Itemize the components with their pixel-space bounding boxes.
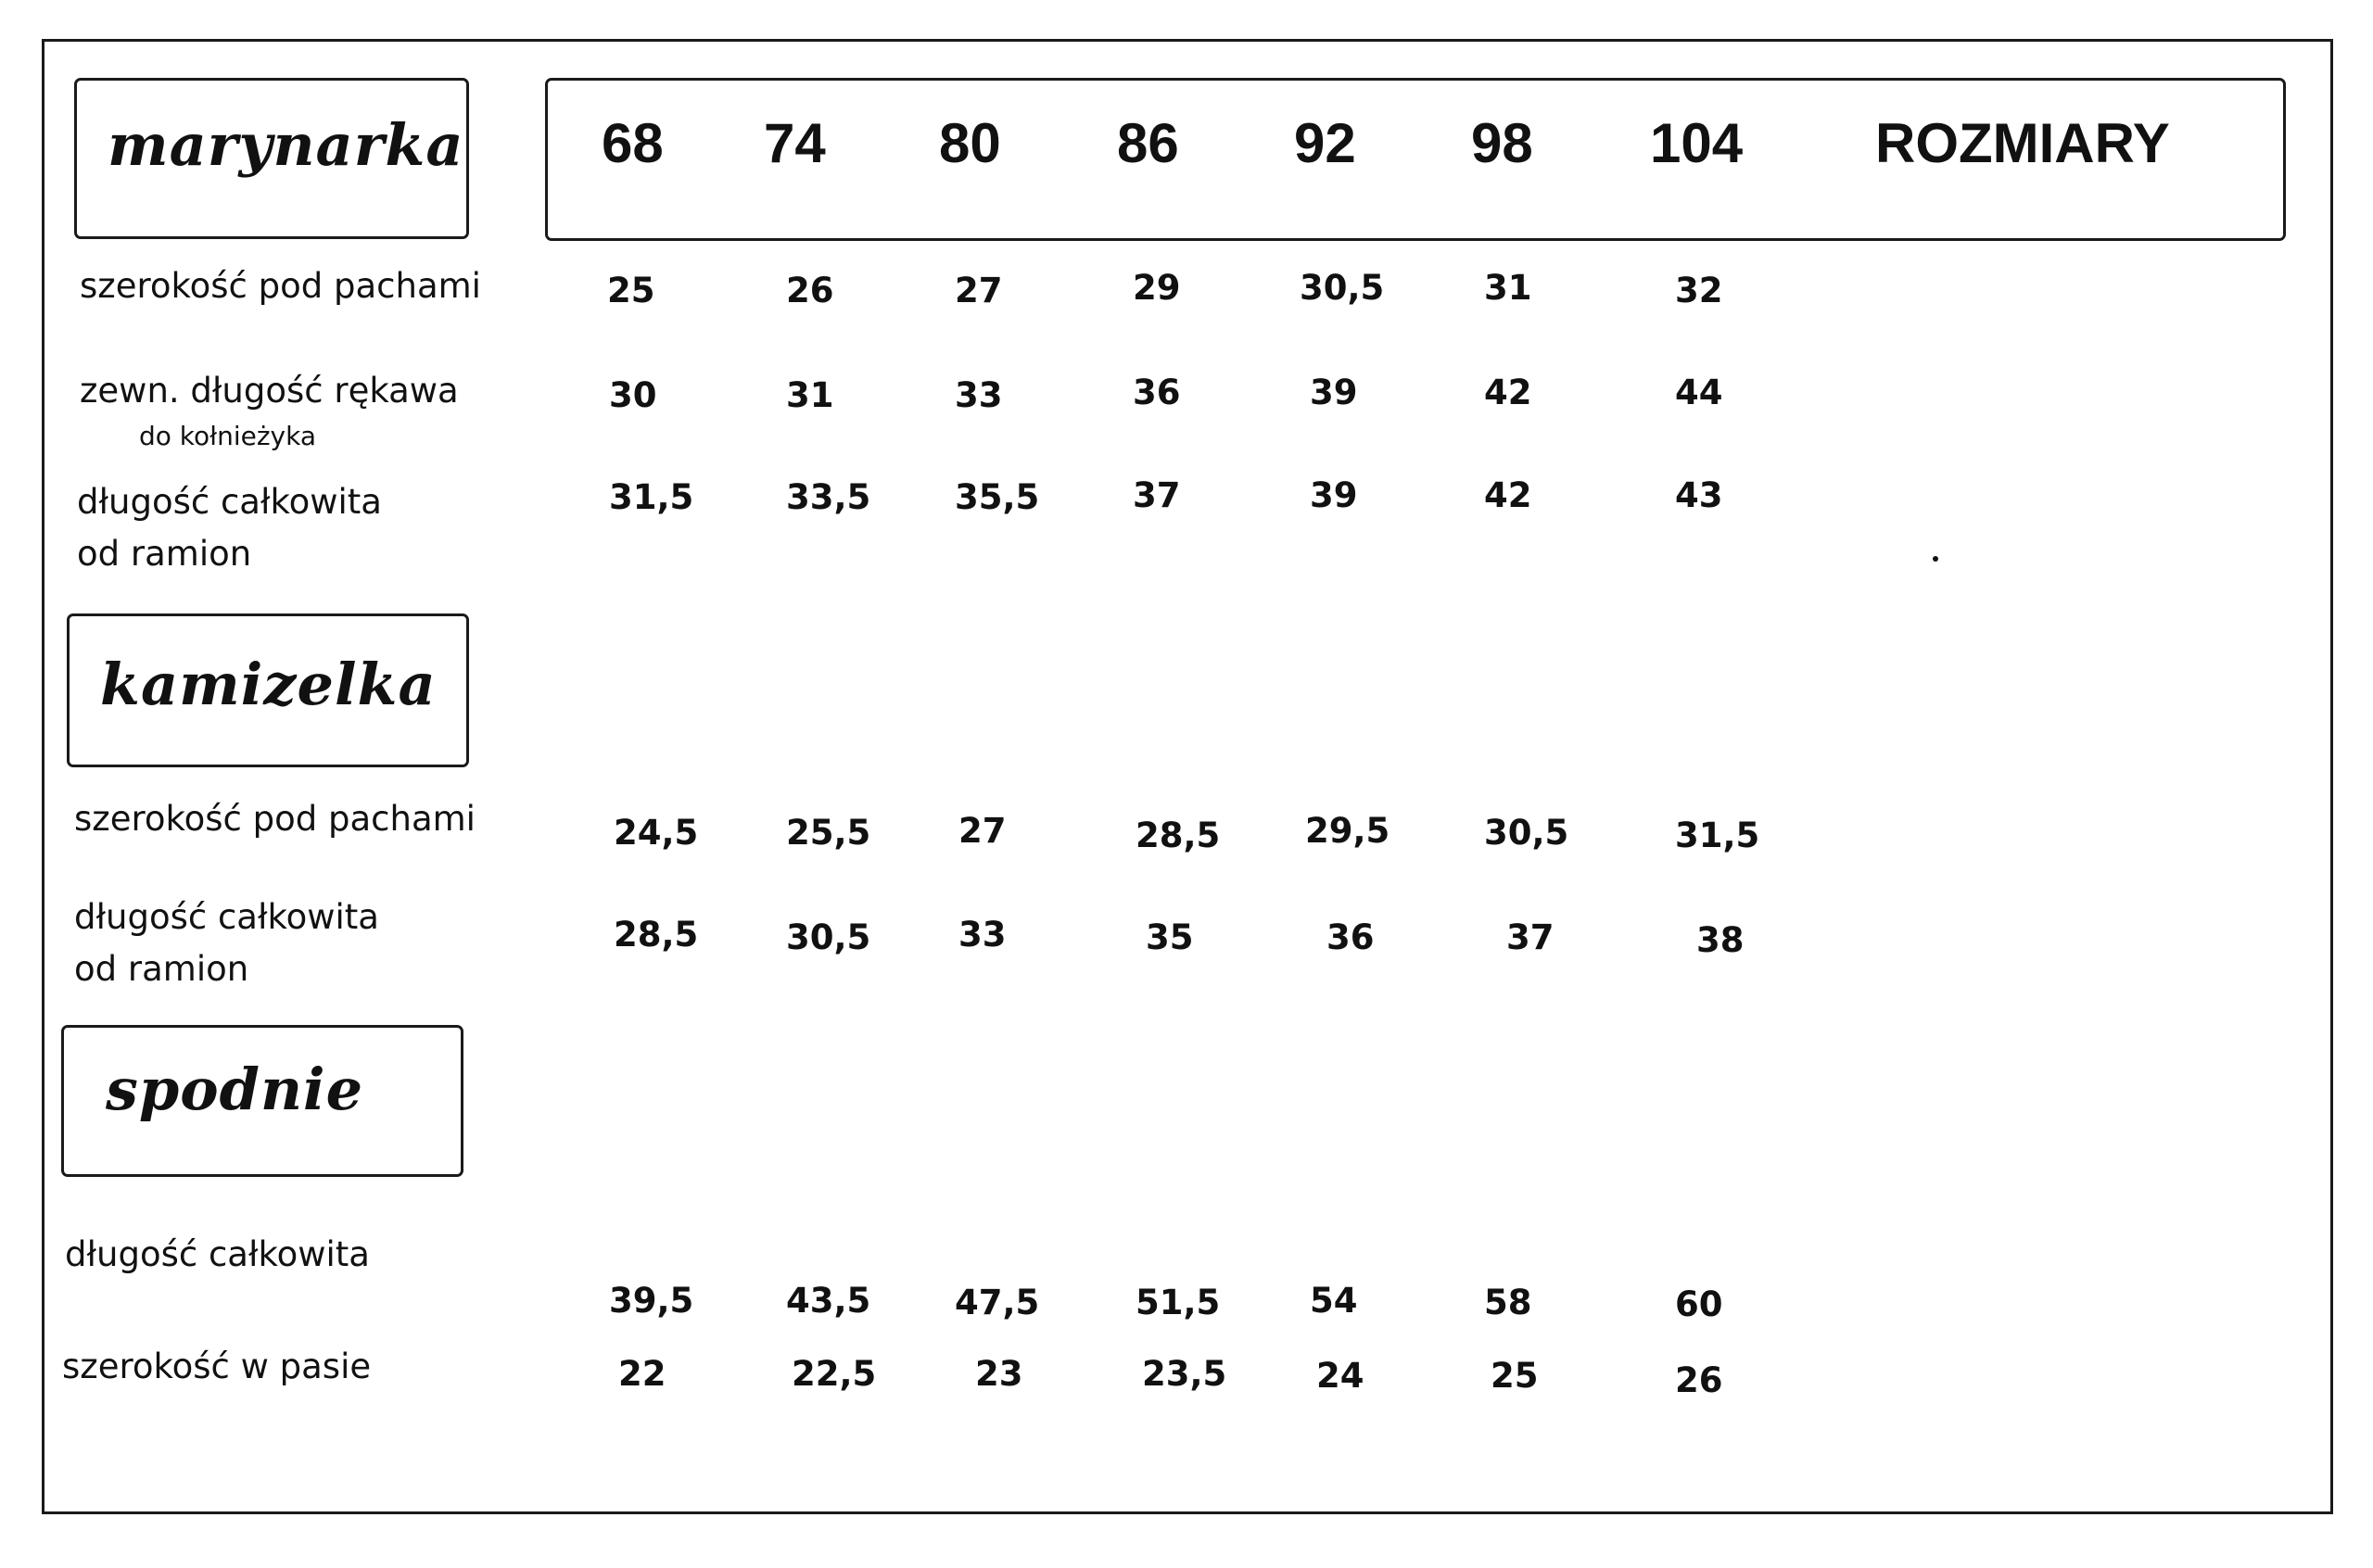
marynarka-value: 35,5 [955,477,1040,517]
marynarka-value: 31,5 [609,477,694,517]
kamizelka-row-label: długość całkowita [74,897,379,937]
spodnie-value: 23,5 [1142,1354,1227,1394]
kamizelka-value: 25,5 [786,813,871,853]
marynarka-value: 36 [1133,373,1181,412]
kamizelka-value: 38 [1696,920,1745,960]
marynarka-row-label: zewn. długość rękawa [80,371,459,411]
marynarka-value: 30 [609,375,657,415]
kamizelka-value: 36 [1326,917,1375,957]
spodnie-value: 23 [975,1354,1023,1394]
marynarka-value: 31 [1484,268,1532,308]
size-heading-68: 68 [602,112,664,174]
marynarka-value: 32 [1675,271,1723,310]
marynarka-value: 44 [1675,373,1723,412]
marynarka-value: 27 [955,271,1003,310]
marynarka-value: 29 [1133,268,1181,308]
kamizelka-value: 35 [1146,917,1194,957]
marynarka-value: 42 [1484,373,1532,412]
kamizelka-value: 28,5 [1136,816,1221,855]
marynarka-value: 31 [786,375,834,415]
rozmiary-heading: ROZMIARY [1875,112,2170,174]
kamizelka-value: 29,5 [1305,811,1390,851]
spodnie-value: 54 [1310,1281,1358,1321]
spodnie-value: 22,5 [792,1354,877,1394]
kamizelka-value: 30,5 [1484,813,1569,853]
size-heading-80: 80 [939,112,1001,174]
marynarka-row-sublabel: do kołnieżyka [139,421,317,451]
marynarka-row-label: długość całkowita [77,482,382,522]
stray-dot [1933,556,1938,562]
spodnie-value: 39,5 [609,1281,694,1321]
marynarka-title: marynarka [108,111,464,179]
spodnie-row-label: długość całkowita [65,1234,370,1274]
spodnie-title: spodnie [106,1056,364,1123]
marynarka-value: 43 [1675,475,1723,515]
marynarka-value: 39 [1310,475,1358,515]
spodnie-row-label: szerokość w pasie [62,1347,372,1386]
marynarka-value: 33 [955,375,1003,415]
marynarka-value: 42 [1484,475,1532,515]
kamizelka-value: 28,5 [614,915,699,955]
marynarka-row-label: szerokość pod pachami [80,266,481,306]
marynarka-value: 39 [1310,373,1358,412]
spodnie-value: 26 [1675,1360,1723,1400]
marynarka-value: 30,5 [1300,268,1385,308]
size-heading-74: 74 [764,112,826,174]
marynarka-value: 25 [607,271,655,310]
kamizelka-row-label-line2: od ramion [74,949,249,989]
spodnie-value: 43,5 [786,1281,871,1321]
kamizelka-value: 30,5 [786,917,871,957]
spodnie-value: 22 [618,1354,666,1394]
size-heading-98: 98 [1471,112,1533,174]
spodnie-value: 51,5 [1136,1283,1221,1322]
size-heading-86: 86 [1117,112,1179,174]
spodnie-value: 47,5 [955,1283,1040,1322]
kamizelka-value: 37 [1506,917,1555,957]
marynarka-value: 37 [1133,475,1181,515]
marynarka-value: 33,5 [786,477,871,517]
kamizelka-row-label: szerokość pod pachami [74,799,476,839]
spodnie-value: 60 [1675,1284,1723,1324]
kamizelka-value: 27 [958,811,1007,851]
spodnie-value: 24 [1316,1356,1364,1396]
kamizelka-title: kamizelka [100,651,437,718]
kamizelka-value: 31,5 [1675,816,1760,855]
size-heading-92: 92 [1294,112,1356,174]
kamizelka-value: 24,5 [614,813,699,853]
kamizelka-value: 33 [958,915,1007,955]
size-heading-104: 104 [1650,112,1744,174]
spodnie-value: 25 [1491,1356,1539,1396]
spodnie-value: 58 [1484,1283,1532,1322]
marynarka-row-label-line2: od ramion [77,534,252,574]
marynarka-value: 26 [786,271,834,310]
